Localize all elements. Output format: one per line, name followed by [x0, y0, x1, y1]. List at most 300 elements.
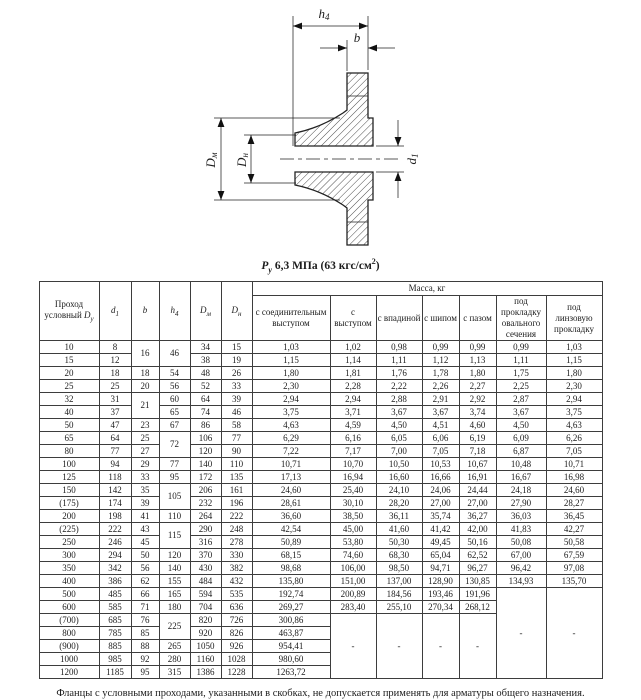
table-row — [39, 367, 602, 380]
table-cell: 2,94 — [330, 393, 376, 406]
table-cell: 0,99 — [496, 341, 546, 354]
table-cell: 50,58 — [546, 536, 602, 549]
flange-table — [39, 281, 603, 679]
table-cell: 128,90 — [422, 575, 459, 588]
table-cell: 15 — [221, 341, 252, 354]
table-cell: 10,71 — [252, 458, 330, 471]
table-cell: 100 — [39, 458, 99, 471]
table-cell: 500 — [39, 588, 99, 601]
flange-table-body — [39, 341, 602, 679]
pressure-caption: $Р_у$ 6,3 МПа (63 кгс/$см^2$) — [261, 257, 380, 275]
table-cell: 60 — [159, 393, 190, 406]
table-cell: 151,00 — [330, 575, 376, 588]
table-row — [39, 406, 602, 419]
table-cell: 1050 — [190, 640, 221, 653]
table-cell: 135,80 — [252, 575, 330, 588]
table-cell: 6,29 — [252, 432, 330, 445]
table-cell: 28,20 — [376, 497, 422, 510]
table-cell: 200 — [39, 510, 99, 523]
col-header-ship: с шипом — [422, 296, 459, 341]
table-cell: 0,98 — [376, 341, 422, 354]
table-cell: 27,00 — [459, 497, 496, 510]
table-cell: 954,41 — [252, 640, 330, 653]
table-cell: 926 — [221, 640, 252, 653]
table-cell: 41,42 — [422, 523, 459, 536]
table-cell: 6,26 — [546, 432, 602, 445]
col-header-dm: $D_м$ — [190, 282, 221, 341]
table-cell: 150 — [39, 484, 99, 497]
table-cell: 248 — [221, 523, 252, 536]
table-cell: 1263,72 — [252, 666, 330, 679]
table-cell: 255,10 — [376, 601, 422, 614]
table-cell: 62 — [131, 575, 159, 588]
table-cell: 7,05 — [422, 445, 459, 458]
table-cell: 27,00 — [422, 497, 459, 510]
table-cell: 45,00 — [330, 523, 376, 536]
table-cell: 18 — [99, 367, 131, 380]
dim-label-h4: h4 — [318, 6, 330, 22]
table-cell: 6,19 — [459, 432, 496, 445]
table-cell: 10,48 — [496, 458, 546, 471]
table-cell: 24,44 — [459, 484, 496, 497]
table-cell: 3,67 — [376, 406, 422, 419]
table-cell: 10,70 — [330, 458, 376, 471]
flange-drawing — [0, 0, 641, 252]
table-cell: 88 — [131, 640, 159, 653]
table-cell: 37 — [99, 406, 131, 419]
table-cell: 8 — [99, 341, 131, 354]
table-cell: 76 — [131, 614, 159, 627]
table-cell: 30,10 — [330, 497, 376, 510]
table-cell: 4,50 — [376, 419, 422, 432]
table-cell: 4,63 — [546, 419, 602, 432]
table-cell: 382 — [221, 562, 252, 575]
table-cell: 67,00 — [496, 549, 546, 562]
table-cell: 94 — [99, 458, 131, 471]
col-header-vpadina: с впадиной — [376, 296, 422, 341]
table-cell: 16,98 — [546, 471, 602, 484]
table-cell: 278 — [221, 536, 252, 549]
table-cell: 50,89 — [252, 536, 330, 549]
table-cell: 10,53 — [422, 458, 459, 471]
table-cell: 980,60 — [252, 653, 330, 666]
table-cell: 1,13 — [459, 354, 496, 367]
table-cell: 96,27 — [459, 562, 496, 575]
table-cell: 16,60 — [376, 471, 422, 484]
table-cell: 20 — [39, 367, 99, 380]
table-cell: 4,60 — [459, 419, 496, 432]
table-cell: 7,18 — [459, 445, 496, 458]
table-cell: 68,30 — [376, 549, 422, 562]
table-cell: 10,50 — [376, 458, 422, 471]
table-cell: 46 — [221, 406, 252, 419]
table-cell: 3,67 — [496, 406, 546, 419]
table-cell: 1000 — [39, 653, 99, 666]
table-cell: 74 — [190, 406, 221, 419]
table-cell: 32 — [39, 393, 99, 406]
table-cell: 2,91 — [422, 393, 459, 406]
dim-label-dm: Dм — [203, 152, 219, 168]
table-cell: 39 — [221, 393, 252, 406]
table-cell: 594 — [190, 588, 221, 601]
table-cell: 1160 — [190, 653, 221, 666]
table-cell: 28,61 — [252, 497, 330, 510]
table-cell: 67,59 — [546, 549, 602, 562]
table-cell: 330 — [221, 549, 252, 562]
table-cell: 40 — [39, 406, 99, 419]
footnote: Фланцы с условными проходами, указанными в скобках, не допускается применять для арматуры общего назначения. — [56, 688, 585, 700]
table-cell: 1,81 — [330, 367, 376, 380]
table-row — [39, 497, 602, 510]
table-cell: 65 — [39, 432, 99, 445]
table-cell: (900) — [39, 640, 99, 653]
dim-label-b: b — [353, 30, 361, 45]
table-cell: 98,50 — [376, 562, 422, 575]
dim-label-dn: Dн — [234, 153, 250, 167]
table-cell: 269,27 — [252, 601, 330, 614]
table-cell: 1,02 — [330, 341, 376, 354]
table-row — [39, 575, 602, 588]
table-cell: 24,60 — [546, 484, 602, 497]
table-cell: 54 — [159, 367, 190, 380]
table-cell: 46 — [159, 341, 190, 367]
table-row — [39, 471, 602, 484]
table-cell: 7,22 — [252, 445, 330, 458]
table-cell: 6,09 — [496, 432, 546, 445]
table-cell: 685 — [99, 614, 131, 627]
table-cell: 50,16 — [459, 536, 496, 549]
table-cell: 15 — [39, 354, 99, 367]
table-cell: 18 — [131, 367, 159, 380]
table-cell: 142 — [99, 484, 131, 497]
table-cell: 135 — [221, 471, 252, 484]
table-cell: 0,99 — [459, 341, 496, 354]
table-cell: 42,27 — [546, 523, 602, 536]
table-cell: 24,10 — [376, 484, 422, 497]
table-cell: 232 — [190, 497, 221, 510]
table-cell: 16,67 — [496, 471, 546, 484]
table-cell: 485 — [99, 588, 131, 601]
table-cell: 704 — [190, 601, 221, 614]
table-cell: 65,04 — [422, 549, 459, 562]
table-cell: 50 — [39, 419, 99, 432]
table-cell: - — [459, 614, 496, 679]
table-row — [39, 562, 602, 575]
flange-section-upper — [295, 73, 373, 146]
table-cell: 1,15 — [546, 354, 602, 367]
table-cell: 300,86 — [252, 614, 330, 627]
table-cell: 4,59 — [330, 419, 376, 432]
table-cell: 7,00 — [376, 445, 422, 458]
table-cell: 68,15 — [252, 549, 330, 562]
table-cell: 120 — [190, 445, 221, 458]
table-cell: 50,30 — [376, 536, 422, 549]
table-cell: 72 — [159, 432, 190, 458]
table-cell: 33 — [131, 471, 159, 484]
table-cell: 36,03 — [496, 510, 546, 523]
table-cell: 184,56 — [376, 588, 422, 601]
table-cell: 265 — [159, 640, 190, 653]
table-cell: 66 — [131, 588, 159, 601]
table-cell: 370 — [190, 549, 221, 562]
table-row — [39, 484, 602, 497]
table-cell: 2,88 — [376, 393, 422, 406]
table-cell: 1,80 — [252, 367, 330, 380]
table-cell: 2,26 — [422, 380, 459, 393]
table-cell: 56 — [159, 380, 190, 393]
table-cell: 115 — [159, 523, 190, 549]
table-cell: 315 — [159, 666, 190, 679]
table-cell: 106 — [190, 432, 221, 445]
table-cell: 225 — [159, 614, 190, 640]
table-cell: 41 — [131, 510, 159, 523]
table-cell: 463,87 — [252, 627, 330, 640]
table-cell: 1,80 — [546, 367, 602, 380]
table-cell: 36,60 — [252, 510, 330, 523]
table-cell: 1,03 — [252, 341, 330, 354]
table-cell: 41,83 — [496, 523, 546, 536]
table-cell: 49,45 — [422, 536, 459, 549]
table-cell: 25 — [131, 432, 159, 445]
table-cell: 300 — [39, 549, 99, 562]
table-cell: 432 — [221, 575, 252, 588]
table-cell: 3,75 — [546, 406, 602, 419]
table-cell: 196 — [221, 497, 252, 510]
table-cell: 2,25 — [496, 380, 546, 393]
table-cell: 96,42 — [496, 562, 546, 575]
table-row — [39, 458, 602, 471]
table-cell: 1,80 — [459, 367, 496, 380]
table-cell: 85 — [131, 627, 159, 640]
table-cell: 246 — [99, 536, 131, 549]
table-cell: 7,17 — [330, 445, 376, 458]
table-row — [39, 523, 602, 536]
table-cell: 484 — [190, 575, 221, 588]
table-cell: 62,52 — [459, 549, 496, 562]
header-row-1 — [39, 282, 602, 296]
table-cell: (700) — [39, 614, 99, 627]
table-cell: 95 — [159, 471, 190, 484]
dim-label-d1: d1 — [404, 153, 420, 165]
table-cell: 140 — [190, 458, 221, 471]
table-cell: 250 — [39, 536, 99, 549]
table-cell: 192,74 — [252, 588, 330, 601]
table-row — [39, 380, 602, 393]
table-cell: 20 — [131, 380, 159, 393]
table-cell: 140 — [159, 562, 190, 575]
table-row — [39, 341, 602, 354]
table-cell: 43 — [131, 523, 159, 536]
table-cell: 86 — [190, 419, 221, 432]
table-cell: 42,00 — [459, 523, 496, 536]
table-cell: 280 — [159, 653, 190, 666]
table-cell: 2,22 — [376, 380, 422, 393]
table-cell: 16,66 — [422, 471, 459, 484]
table-cell: 4,51 — [422, 419, 459, 432]
table-cell: 36,45 — [546, 510, 602, 523]
table-cell: 56 — [131, 562, 159, 575]
table-cell: 16,94 — [330, 471, 376, 484]
table-cell: 36,27 — [459, 510, 496, 523]
table-cell: 110 — [221, 458, 252, 471]
table-cell: 38 — [190, 354, 221, 367]
table-row — [39, 419, 602, 432]
table-cell: 34 — [190, 341, 221, 354]
table-row — [39, 536, 602, 549]
table-cell: 97,08 — [546, 562, 602, 575]
col-header-linza: под линзовую прокладку — [546, 296, 602, 341]
table-cell: 600 — [39, 601, 99, 614]
table-cell: 24,06 — [422, 484, 459, 497]
col-header-dn: $D_н$ — [221, 282, 252, 341]
table-cell: 4,63 — [252, 419, 330, 432]
table-cell: 316 — [190, 536, 221, 549]
table-cell: 2,30 — [546, 380, 602, 393]
table-cell: 77 — [221, 432, 252, 445]
table-row — [39, 510, 602, 523]
table-cell: 400 — [39, 575, 99, 588]
table-cell: 222 — [99, 523, 131, 536]
table-cell: 1228 — [221, 666, 252, 679]
col-header-conn-vystup: с соединительным выступом — [252, 296, 330, 341]
table-cell: 52 — [190, 380, 221, 393]
table-row — [39, 432, 602, 445]
table-cell: 130,85 — [459, 575, 496, 588]
table-cell: 1386 — [190, 666, 221, 679]
table-cell: 2,92 — [459, 393, 496, 406]
table-cell: 24,18 — [496, 484, 546, 497]
table-cell: 6,06 — [422, 432, 459, 445]
table-cell: 64 — [99, 432, 131, 445]
table-cell: 1028 — [221, 653, 252, 666]
table-cell: 1185 — [99, 666, 131, 679]
table-cell: 106,00 — [330, 562, 376, 575]
table-cell: 67 — [159, 419, 190, 432]
col-header-h4: $h_4$ — [159, 282, 190, 341]
table-cell: 45 — [131, 536, 159, 549]
col-header-oval: под прокладку овального сечения — [496, 296, 546, 341]
table-cell: 585 — [99, 601, 131, 614]
table-cell: 47 — [99, 419, 131, 432]
table-cell: 21 — [131, 393, 159, 419]
table-cell: 430 — [190, 562, 221, 575]
table-cell: 2,30 — [252, 380, 330, 393]
table-cell: 1200 — [39, 666, 99, 679]
table-cell: 920 — [190, 627, 221, 640]
table-cell: 2,28 — [330, 380, 376, 393]
table-cell: 206 — [190, 484, 221, 497]
table-cell: 77 — [159, 458, 190, 471]
table-cell: 165 — [159, 588, 190, 601]
table-cell: 985 — [99, 653, 131, 666]
table-cell: 36,11 — [376, 510, 422, 523]
table-cell: 28,27 — [546, 497, 602, 510]
table-cell: 268,12 — [459, 601, 496, 614]
table-cell: 110 — [159, 510, 190, 523]
col-header-b: b — [131, 282, 159, 341]
table-cell: 198 — [99, 510, 131, 523]
table-cell: 180 — [159, 601, 190, 614]
table-cell: 25 — [39, 380, 99, 393]
table-cell: 2,94 — [252, 393, 330, 406]
table-cell: 65 — [159, 406, 190, 419]
table-cell: 80 — [39, 445, 99, 458]
table-cell: 222 — [221, 510, 252, 523]
table-cell: 3,75 — [252, 406, 330, 419]
table-cell: (175) — [39, 497, 99, 510]
table-cell: 820 — [190, 614, 221, 627]
table-cell: 885 — [99, 640, 131, 653]
table-cell: 191,96 — [459, 588, 496, 601]
table-cell: 48 — [190, 367, 221, 380]
col-header-paz: с пазом — [459, 296, 496, 341]
table-cell: 1,11 — [496, 354, 546, 367]
table-cell: 23 — [131, 419, 159, 432]
table-cell: 16,91 — [459, 471, 496, 484]
table-cell: 24,60 — [252, 484, 330, 497]
table-cell: 16 — [131, 341, 159, 367]
table-cell: 125 — [39, 471, 99, 484]
table-cell: 1,76 — [376, 367, 422, 380]
table-cell: 800 — [39, 627, 99, 640]
table-cell: 2,87 — [496, 393, 546, 406]
table-cell: 41,60 — [376, 523, 422, 536]
table-cell: 1,03 — [546, 341, 602, 354]
table-cell: - — [376, 614, 422, 679]
table-cell: 50,08 — [496, 536, 546, 549]
col-header-dy: Проход условный $D_у$ — [39, 282, 99, 341]
flange-section-lower — [295, 172, 373, 245]
table-cell: 39 — [131, 497, 159, 510]
table-cell: 120 — [159, 549, 190, 562]
table-cell: 785 — [99, 627, 131, 640]
table-cell: 35,74 — [422, 510, 459, 523]
table-cell: 98,68 — [252, 562, 330, 575]
table-cell: 53,80 — [330, 536, 376, 549]
table-cell: 174 — [99, 497, 131, 510]
table-row — [39, 445, 602, 458]
table-cell: 118 — [99, 471, 131, 484]
table-cell: 10 — [39, 341, 99, 354]
table-cell: 25,40 — [330, 484, 376, 497]
table-cell: 290 — [190, 523, 221, 536]
col-header-d1: $d_1$ — [99, 282, 131, 341]
table-cell: 134,93 — [496, 575, 546, 588]
table-cell: 3,71 — [330, 406, 376, 419]
table-row — [39, 588, 602, 601]
table-cell: 92 — [131, 653, 159, 666]
table-cell: 10,71 — [546, 458, 602, 471]
table-cell: 342 — [99, 562, 131, 575]
table-cell: 10,67 — [459, 458, 496, 471]
col-header-massa: Масса, кг — [252, 282, 602, 296]
table-cell: 1,15 — [252, 354, 330, 367]
table-cell: 12 — [99, 354, 131, 367]
table-cell: 38,50 — [330, 510, 376, 523]
table-cell: - — [546, 588, 602, 679]
table-cell: 0,99 — [422, 341, 459, 354]
table-cell: 7,05 — [546, 445, 602, 458]
table-cell: 26 — [221, 367, 252, 380]
table-cell: 1,14 — [330, 354, 376, 367]
col-header-vystup: с выступом — [330, 296, 376, 341]
table-cell: 535 — [221, 588, 252, 601]
table-cell: 161 — [221, 484, 252, 497]
table-cell: 27 — [131, 445, 159, 458]
table-cell: 71 — [131, 601, 159, 614]
table-cell: 6,05 — [376, 432, 422, 445]
table-cell: 3,67 — [422, 406, 459, 419]
